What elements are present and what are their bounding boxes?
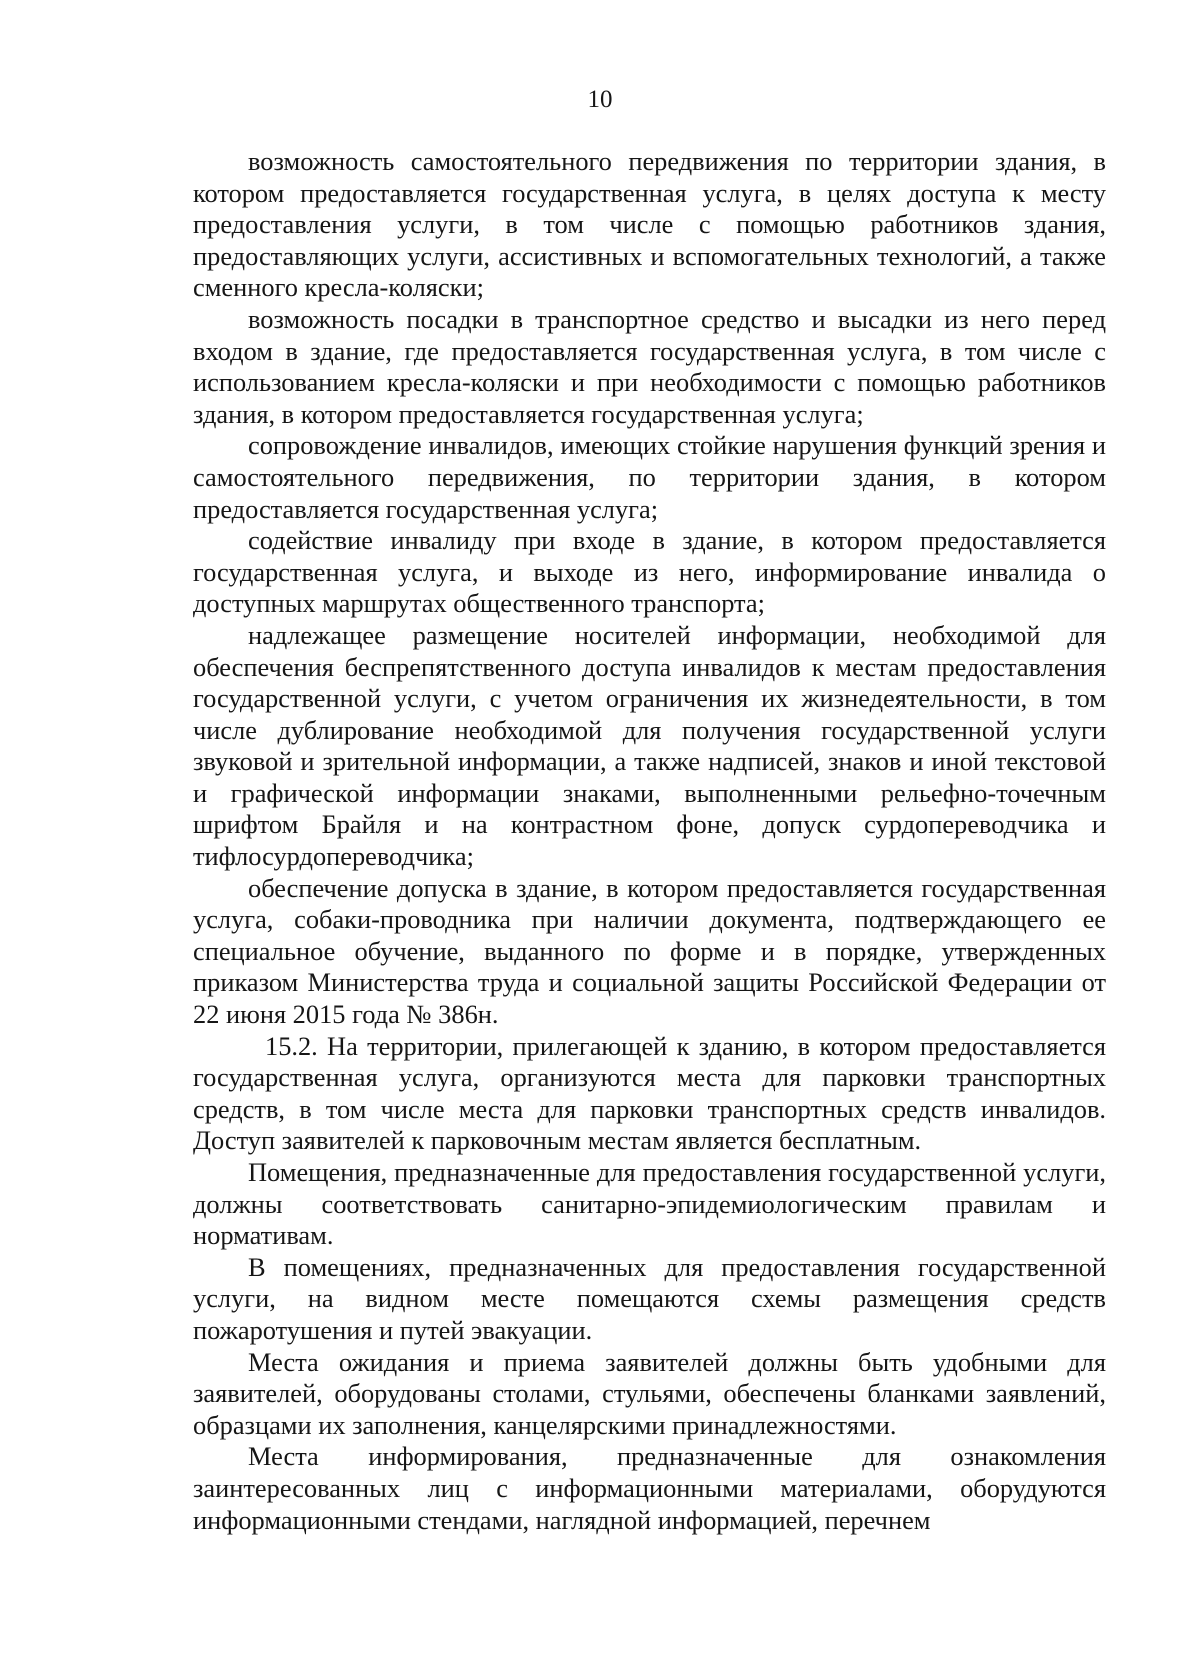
paragraph-guide-dog: обеспечение допуска в здание, в котором предоставляется государственная услуга, собаки-проводника при наличии документа, подтверждающего ее специальное обучение, выданного по форме и в порядке, утвержденных приказом Министерства труда и социальной защиты Российской Федерации от 22 июня 2015 года № 386н. [193,872,1106,1030]
paragraph-independent-movement: возможность самостоятельного передвижения по территории здания, в котором предоставляется государственная услуга, в целях доступа к месту предоставления услуги, в том числе с помощью работников здания, предоставляющих услуги, ассистивных и вспомогательных технологий, а также сменного кресла-коляски; [193,146,1106,303]
paragraph-15-2-parking: 15.2. На территории, прилегающей к зданию, в котором предоставляется государственная услуга, организуются места для парковки транспортных средств, в том числе места для парковки транспортных средств инвалидов. Доступ заявителей к парковочным местам является бесплатным. [193,1030,1106,1156]
paragraph-escort: сопровождение инвалидов, имеющих стойкие нарушения функций зрения и самостоятельного передвижения, по территории здания, в котором предоставляется государственная услуга; [193,430,1106,524]
paragraph-vehicle-boarding: возможность посадки в транспортное средство и высадки из него перед входом в здание, где предоставляется государственная услуга, в том числе с использованием кресла-коляски и при необходимости с помощью работников здания, в котором предоставляется государственная услуга; [193,303,1106,429]
paragraph-evacuation-schemes: В помещениях, предназначенных для предоставления государственной услуги, на видном месте помещаются схемы размещения средств пожаротушения и путей эвакуации. [193,1251,1106,1345]
page-number: 10 [587,86,613,113]
paragraph-sanitary-rules: Помещения, предназначенные для предоставления государственной услуги, должны соответствовать санитарно-эпидемиологическим правилам и нормативам. [193,1157,1106,1251]
document-body [193,146,1106,1536]
paragraph-information-stands: Места информирования, предназначенные для ознакомления заинтересованных лиц с информационными материалами, оборудуются информационными стендами, наглядной информацией, перечнем [193,1441,1106,1535]
paragraph-information-placement: надлежащее размещение носителей информации, необходимой для обеспечения беспрепятственного доступа инвалидов к местам предоставления государственной услуги, с учетом ограничения их жизнедеятельности, в том числе дублирование необходимой для получения государственной услуги звуковой и зрительной информации, а также надписей, знаков и иной текстовой и графической информации знаками, выполненными рельефно-точечным шрифтом Брайля и на контрастном фоне, допуск сурдопереводчика и тифлосурдопереводчика; [193,619,1106,872]
paragraph-entry-assistance: содействие инвалиду при входе в здание, в котором предоставляется государственная услуга, и выходе из него, информирование инвалида о доступных маршрутах общественного транспорта; [193,525,1106,619]
paragraph-waiting-areas: Места ожидания и приема заявителей должны быть удобными для заявителей, оборудованы столами, стульями, обеспечены бланками заявлений, образцами их заполнения, канцелярскими принадлежностями. [193,1346,1106,1440]
